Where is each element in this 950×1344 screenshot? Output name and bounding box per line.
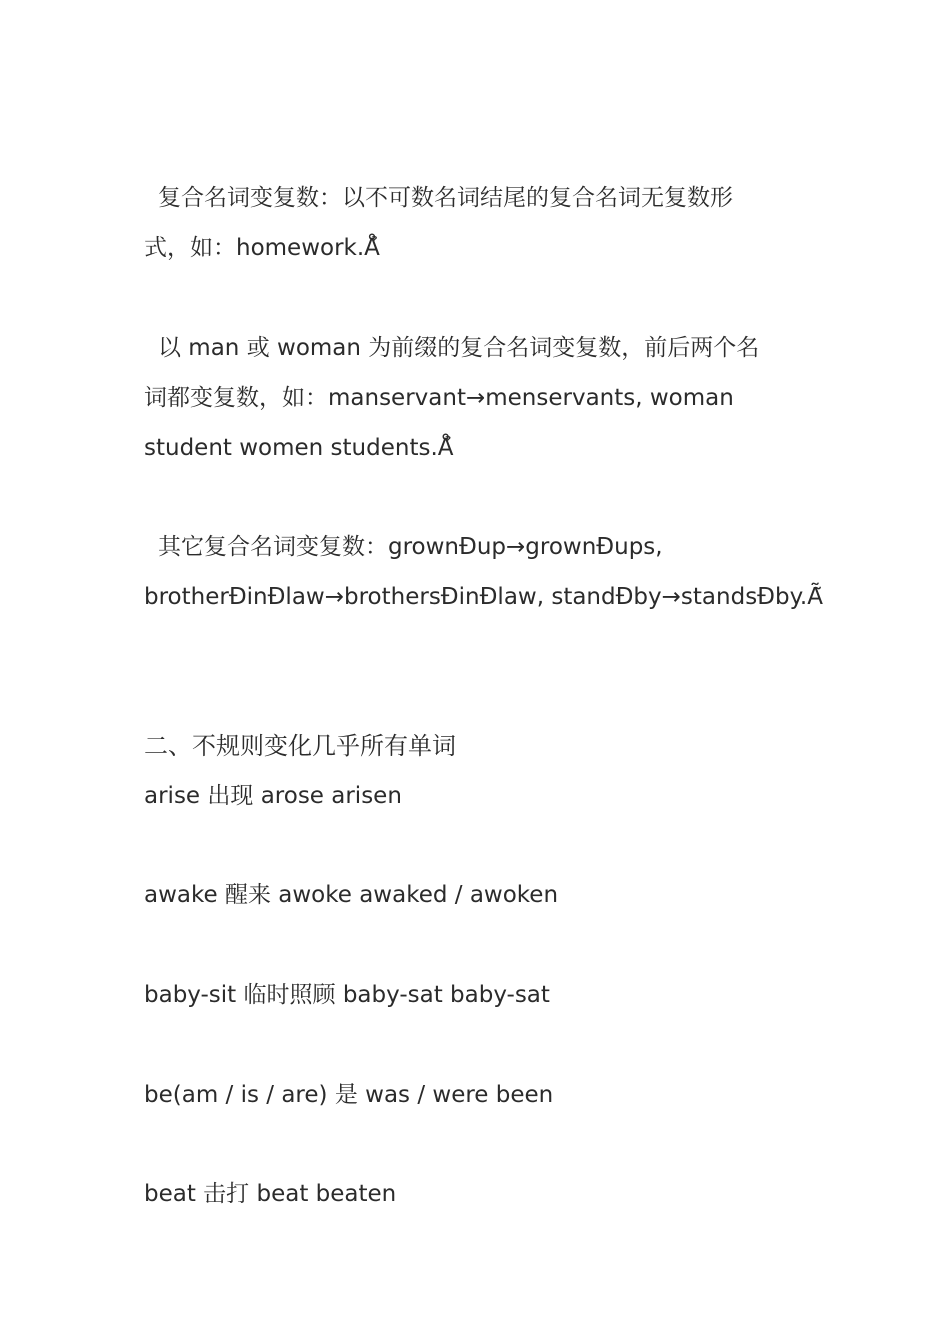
paragraph-man-woman-prefix-line-2: 词都变复数，如：manservant→menservants, woman: [144, 385, 734, 411]
paragraph-other-compound-line-1: 其它复合名词变复数：grownÐup→grownÐups,: [158, 534, 663, 560]
verb-entry-baby-sit: baby-sit 临时照顾 baby-sat baby-sat: [144, 982, 550, 1008]
verb-entry-be: be(am / is / are) 是 was / were been: [144, 1082, 554, 1108]
verb-entry-awake: awake 醒来 awoke awaked / awoken: [144, 882, 559, 908]
paragraph-man-woman-prefix-line-1: 以 man 或 woman 为前缀的复合名词变复数，前后两个名: [158, 335, 760, 361]
paragraph-other-compound-line-2: brotherÐinÐlaw→brothersÐinÐlaw, standÐby→standsÐby.Ã̃: [144, 584, 823, 610]
verb-entry-beat: beat 击打 beat beaten: [144, 1181, 397, 1207]
paragraph-compound-uncountable-line-2: 式，如：homework.Å̉: [144, 235, 380, 261]
section-heading: 二、不规则变化几乎所有单词: [144, 732, 456, 760]
paragraph-man-woman-prefix-line-3: student women students.Å̉: [144, 435, 454, 461]
paragraph-compound-uncountable-line-1: 复合名词变复数：以不可数名词结尾的复合名词无复数形: [158, 185, 733, 211]
verb-entry-arise: arise 出现 arose arisen: [144, 783, 402, 809]
